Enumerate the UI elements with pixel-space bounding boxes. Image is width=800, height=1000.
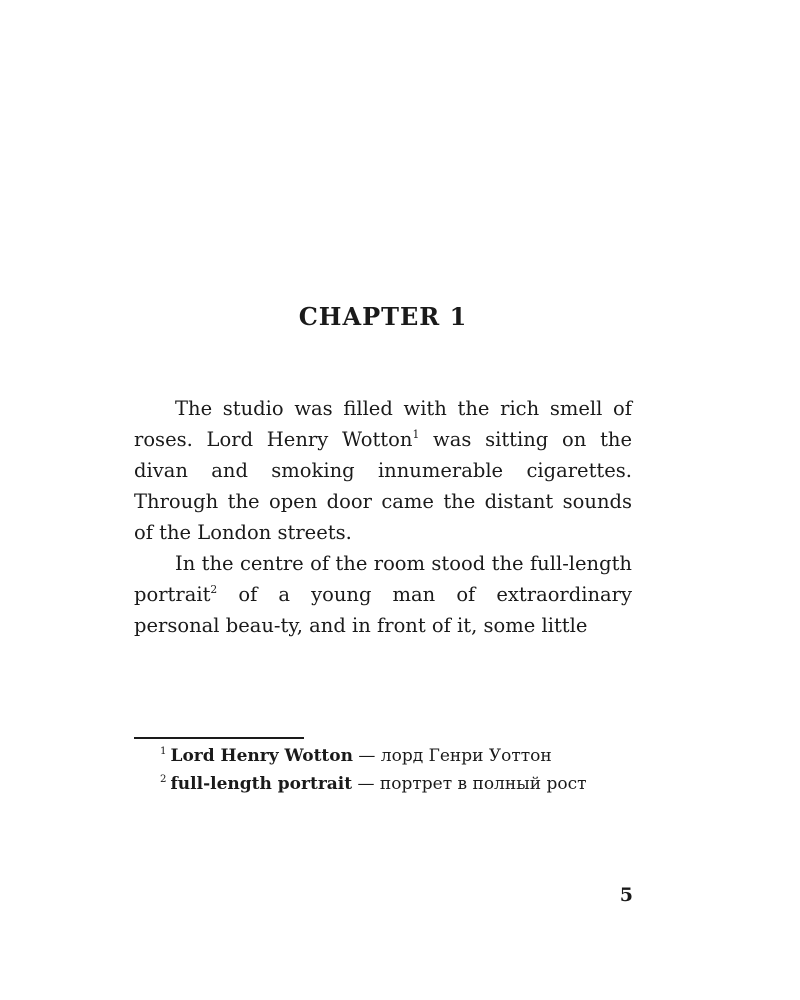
main-text bbox=[134, 393, 632, 641]
footnote-number: 2 bbox=[160, 773, 167, 785]
paragraph-text: In the centre of the room stood the full-length portrait bbox=[134, 552, 632, 606]
paragraph-text: The studio was filled with the rich smell of roses. Lord Henry Wotton bbox=[134, 397, 632, 451]
footnote-reference: 1 bbox=[412, 427, 420, 441]
footnote-term: Lord Henry Wotton bbox=[170, 746, 353, 766]
footnote bbox=[134, 744, 632, 769]
paragraph-text: was sitting on the divan and smoking innumerable cigarettes. Through the open door came the distant sounds of the London streets. bbox=[134, 428, 633, 544]
footnote-reference: 2 bbox=[210, 582, 218, 596]
page-number: 5 bbox=[619, 884, 633, 906]
paragraph bbox=[134, 548, 632, 641]
footnote-term: full-length portrait bbox=[170, 774, 353, 794]
paragraph bbox=[134, 393, 632, 548]
footnote bbox=[134, 772, 632, 797]
chapter-title: CHAPTER 1 bbox=[298, 302, 468, 331]
footnote-translation: — портрет в полный рост bbox=[352, 774, 587, 794]
footnote-translation: — лорд Генри Уоттон bbox=[352, 746, 552, 766]
footnote-separator bbox=[134, 737, 304, 739]
footnotes bbox=[134, 744, 632, 800]
paragraph-text: of a young man of extraordinary personal beau-ty, and in front of it, some little bbox=[134, 583, 632, 637]
footnote-number: 1 bbox=[160, 745, 167, 757]
